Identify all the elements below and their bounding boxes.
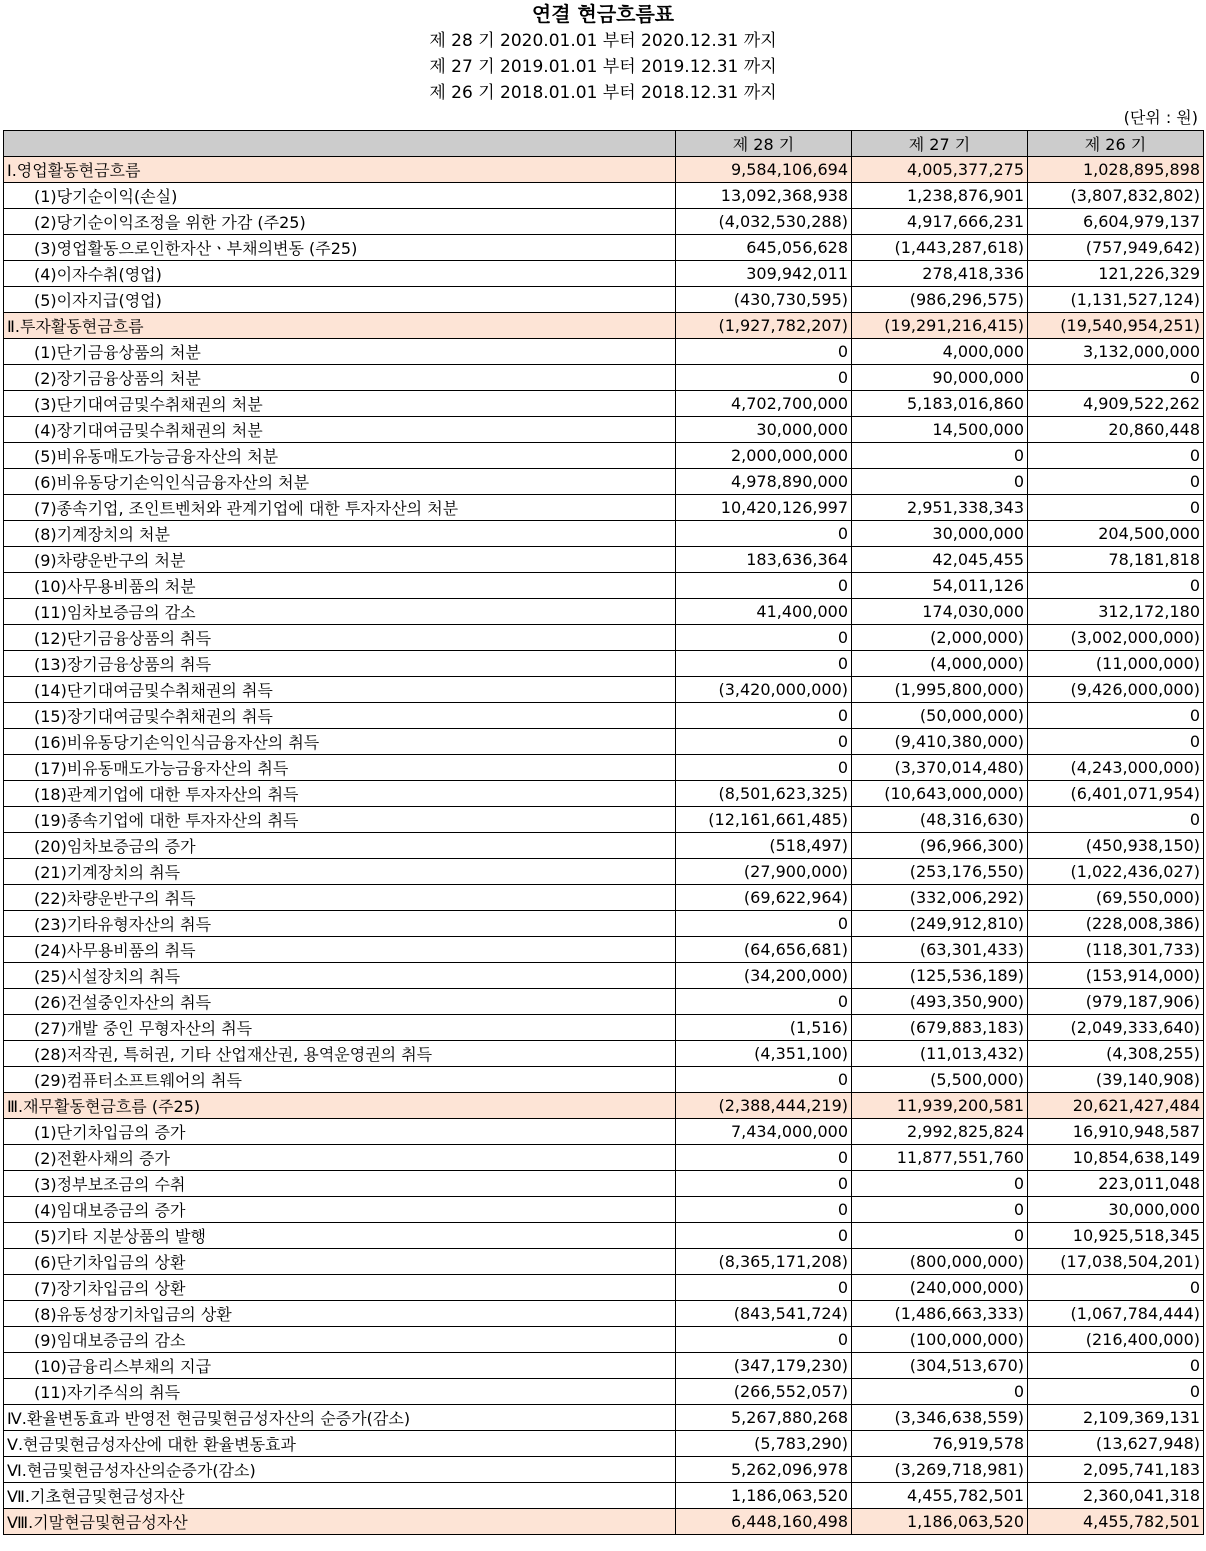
table-row bbox=[4, 1483, 1204, 1509]
table-row bbox=[4, 1119, 1204, 1145]
table-row bbox=[4, 625, 1204, 651]
value-cell-26: (228,008,386) bbox=[1028, 911, 1204, 937]
row-label: (24)사무용비품의 취득 bbox=[4, 937, 676, 963]
value-cell-26: 4,909,522,262 bbox=[1028, 391, 1204, 417]
value-cell-27: (332,006,292) bbox=[852, 885, 1028, 911]
value-cell-27: (11,013,432) bbox=[852, 1041, 1028, 1067]
row-label: Ⅳ.환율변동효과 반영전 현금및현금성자산의 순증가(감소) bbox=[4, 1405, 676, 1431]
unit-label: (단위 : 원) bbox=[1123, 108, 1198, 127]
value-cell-27: (10,643,000,000) bbox=[852, 781, 1028, 807]
row-label: (19)종속기업에 대한 투자자산의 취득 bbox=[4, 807, 676, 833]
value-cell-26: (153,914,000) bbox=[1028, 963, 1204, 989]
value-cell-26: 312,172,180 bbox=[1028, 599, 1204, 625]
table-row bbox=[4, 573, 1204, 599]
row-label: (8)유동성장기차입금의 상환 bbox=[4, 1301, 676, 1327]
row-label: (9)임대보증금의 감소 bbox=[4, 1327, 676, 1353]
row-label: (18)관계기업에 대한 투자자산의 취득 bbox=[4, 781, 676, 807]
table-row bbox=[4, 807, 1204, 833]
row-label: (10)사무용비품의 처분 bbox=[4, 573, 676, 599]
table-row bbox=[4, 729, 1204, 755]
table-row bbox=[4, 937, 1204, 963]
value-cell-28: 645,056,628 bbox=[676, 235, 852, 261]
value-cell-28: (5,783,290) bbox=[676, 1431, 852, 1457]
value-cell-26: (3,002,000,000) bbox=[1028, 625, 1204, 651]
value-cell-27: (9,410,380,000) bbox=[852, 729, 1028, 755]
table-row bbox=[4, 1275, 1204, 1301]
value-cell-26: 10,925,518,345 bbox=[1028, 1223, 1204, 1249]
value-cell-27: 2,992,825,824 bbox=[852, 1119, 1028, 1145]
value-cell-27: (48,316,630) bbox=[852, 807, 1028, 833]
value-cell-26: 0 bbox=[1028, 365, 1204, 391]
table-row bbox=[4, 859, 1204, 885]
value-cell-26: 0 bbox=[1028, 495, 1204, 521]
value-cell-27: (19,291,216,415) bbox=[852, 313, 1028, 339]
row-label: (4)이자수취(영업) bbox=[4, 261, 676, 287]
section-row bbox=[4, 313, 1204, 339]
row-label: (15)장기대여금및수취채권의 취득 bbox=[4, 703, 676, 729]
table-row bbox=[4, 651, 1204, 677]
value-cell-28: 0 bbox=[676, 729, 852, 755]
value-cell-27: 278,418,336 bbox=[852, 261, 1028, 287]
value-cell-27: 11,939,200,581 bbox=[852, 1093, 1028, 1119]
value-cell-26: 0 bbox=[1028, 1275, 1204, 1301]
value-cell-28: (8,365,171,208) bbox=[676, 1249, 852, 1275]
value-cell-28: (843,541,724) bbox=[676, 1301, 852, 1327]
value-cell-28: 7,434,000,000 bbox=[676, 1119, 852, 1145]
value-cell-27: (986,296,575) bbox=[852, 287, 1028, 313]
value-cell-26: 0 bbox=[1028, 807, 1204, 833]
value-cell-28: (347,179,230) bbox=[676, 1353, 852, 1379]
row-label: (3)단기대여금및수취채권의 처분 bbox=[4, 391, 676, 417]
value-cell-26: (2,049,333,640) bbox=[1028, 1015, 1204, 1041]
table-row bbox=[4, 781, 1204, 807]
value-cell-26: (4,308,255) bbox=[1028, 1041, 1204, 1067]
table-row bbox=[4, 391, 1204, 417]
value-cell-27: 42,045,455 bbox=[852, 547, 1028, 573]
value-cell-28: 0 bbox=[676, 1197, 852, 1223]
table-row bbox=[4, 599, 1204, 625]
value-cell-27: (5,500,000) bbox=[852, 1067, 1028, 1093]
row-label: (7)장기차입금의 상환 bbox=[4, 1275, 676, 1301]
table-row bbox=[4, 989, 1204, 1015]
value-cell-27: 0 bbox=[852, 443, 1028, 469]
value-cell-28: (12,161,661,485) bbox=[676, 807, 852, 833]
row-label: (28)저작권, 특허권, 기타 산업재산권, 용역운영권의 취득 bbox=[4, 1041, 676, 1067]
table-row bbox=[4, 1015, 1204, 1041]
table-row bbox=[4, 1353, 1204, 1379]
value-cell-26: 2,109,369,131 bbox=[1028, 1405, 1204, 1431]
value-cell-28: (1,927,782,207) bbox=[676, 313, 852, 339]
table-row bbox=[4, 495, 1204, 521]
value-cell-26: 4,455,782,501 bbox=[1028, 1509, 1204, 1535]
table-row bbox=[4, 417, 1204, 443]
table-row bbox=[4, 963, 1204, 989]
header-col-27: 제 27 기 bbox=[852, 131, 1028, 157]
value-cell-28: 0 bbox=[676, 703, 852, 729]
value-cell-28: 0 bbox=[676, 651, 852, 677]
value-cell-28: 9,584,106,694 bbox=[676, 157, 852, 183]
value-cell-28: 0 bbox=[676, 911, 852, 937]
table-row bbox=[4, 1431, 1204, 1457]
value-cell-26: (450,938,150) bbox=[1028, 833, 1204, 859]
value-cell-27: 1,186,063,520 bbox=[852, 1509, 1028, 1535]
value-cell-27: (800,000,000) bbox=[852, 1249, 1028, 1275]
row-label: (5)기타 지분상품의 발행 bbox=[4, 1223, 676, 1249]
value-cell-27: (1,443,287,618) bbox=[852, 235, 1028, 261]
value-cell-28: 0 bbox=[676, 1067, 852, 1093]
row-label: (4)임대보증금의 증가 bbox=[4, 1197, 676, 1223]
value-cell-28: 4,978,890,000 bbox=[676, 469, 852, 495]
table-row bbox=[4, 339, 1204, 365]
header-col-28: 제 28 기 bbox=[676, 131, 852, 157]
value-cell-26: (1,022,436,027) bbox=[1028, 859, 1204, 885]
row-label: (1)당기순이익(손실) bbox=[4, 183, 676, 209]
row-label: (5)이자지급(영업) bbox=[4, 287, 676, 313]
value-cell-27: 0 bbox=[852, 1197, 1028, 1223]
value-cell-27: 30,000,000 bbox=[852, 521, 1028, 547]
value-cell-26: (13,627,948) bbox=[1028, 1431, 1204, 1457]
value-cell-28: 309,942,011 bbox=[676, 261, 852, 287]
table-row bbox=[4, 1223, 1204, 1249]
value-cell-28: (8,501,623,325) bbox=[676, 781, 852, 807]
value-cell-26: 0 bbox=[1028, 1353, 1204, 1379]
value-cell-26: (4,243,000,000) bbox=[1028, 755, 1204, 781]
value-cell-28: 0 bbox=[676, 573, 852, 599]
table-row bbox=[4, 1327, 1204, 1353]
row-label: (5)비유동매도가능금융자산의 처분 bbox=[4, 443, 676, 469]
value-cell-26: (118,301,733) bbox=[1028, 937, 1204, 963]
table-row bbox=[4, 1197, 1204, 1223]
row-label: Ⅷ.기말현금및현금성자산 bbox=[4, 1509, 676, 1535]
value-cell-27: (493,350,900) bbox=[852, 989, 1028, 1015]
value-cell-28: 0 bbox=[676, 989, 852, 1015]
table-row bbox=[4, 1457, 1204, 1483]
value-cell-27: 4,455,782,501 bbox=[852, 1483, 1028, 1509]
value-cell-28: 0 bbox=[676, 339, 852, 365]
row-label: (2)당기순이익조정을 위한 가감 (주25) bbox=[4, 209, 676, 235]
value-cell-27: (96,966,300) bbox=[852, 833, 1028, 859]
value-cell-28: (34,200,000) bbox=[676, 963, 852, 989]
value-cell-28: 0 bbox=[676, 1145, 852, 1171]
value-cell-28: (27,900,000) bbox=[676, 859, 852, 885]
value-cell-26: 20,860,448 bbox=[1028, 417, 1204, 443]
value-cell-26: 0 bbox=[1028, 469, 1204, 495]
table-row bbox=[4, 209, 1204, 235]
value-cell-26: 6,604,979,137 bbox=[1028, 209, 1204, 235]
value-cell-26: 16,910,948,587 bbox=[1028, 1119, 1204, 1145]
value-cell-28: (4,351,100) bbox=[676, 1041, 852, 1067]
value-cell-26: 0 bbox=[1028, 703, 1204, 729]
value-cell-27: (3,346,638,559) bbox=[852, 1405, 1028, 1431]
section-row bbox=[4, 157, 1204, 183]
value-cell-27: (1,486,663,333) bbox=[852, 1301, 1028, 1327]
row-label: (11)임차보증금의 감소 bbox=[4, 599, 676, 625]
row-label: (14)단기대여금및수취채권의 취득 bbox=[4, 677, 676, 703]
value-cell-27: 90,000,000 bbox=[852, 365, 1028, 391]
value-cell-26: (11,000,000) bbox=[1028, 651, 1204, 677]
value-cell-28: 0 bbox=[676, 1327, 852, 1353]
table-row bbox=[4, 469, 1204, 495]
table-row bbox=[4, 1171, 1204, 1197]
value-cell-26: 0 bbox=[1028, 443, 1204, 469]
table-row bbox=[4, 183, 1204, 209]
value-cell-28: 41,400,000 bbox=[676, 599, 852, 625]
table-row bbox=[4, 1041, 1204, 1067]
row-label: (9)차량운반구의 처분 bbox=[4, 547, 676, 573]
table-row bbox=[4, 677, 1204, 703]
row-label: (16)비유동당기손익인식금융자산의 취득 bbox=[4, 729, 676, 755]
section-row bbox=[4, 1093, 1204, 1119]
value-cell-27: (3,269,718,981) bbox=[852, 1457, 1028, 1483]
value-cell-26: (9,426,000,000) bbox=[1028, 677, 1204, 703]
value-cell-28: 6,448,160,498 bbox=[676, 1509, 852, 1535]
value-cell-27: (63,301,433) bbox=[852, 937, 1028, 963]
row-label: (23)기타유형자산의 취득 bbox=[4, 911, 676, 937]
value-cell-28: 5,262,096,978 bbox=[676, 1457, 852, 1483]
row-label: (21)기계장치의 취득 bbox=[4, 859, 676, 885]
row-label: (6)비유동당기손익인식금융자산의 처분 bbox=[4, 469, 676, 495]
row-label: (4)장기대여금및수취채권의 처분 bbox=[4, 417, 676, 443]
value-cell-26: (39,140,908) bbox=[1028, 1067, 1204, 1093]
row-label: Ⅰ.영업활동현금흐름 bbox=[4, 157, 676, 183]
value-cell-28: (518,497) bbox=[676, 833, 852, 859]
row-label: (27)개발 중인 무형자산의 취득 bbox=[4, 1015, 676, 1041]
value-cell-26: (17,038,504,201) bbox=[1028, 1249, 1204, 1275]
row-label: Ⅱ.투자활동현금흐름 bbox=[4, 313, 676, 339]
value-cell-27: 14,500,000 bbox=[852, 417, 1028, 443]
row-label: (25)시설장치의 취득 bbox=[4, 963, 676, 989]
value-cell-27: (253,176,550) bbox=[852, 859, 1028, 885]
section-row bbox=[4, 1509, 1204, 1535]
value-cell-26: 78,181,818 bbox=[1028, 547, 1204, 573]
value-cell-28: (430,730,595) bbox=[676, 287, 852, 313]
value-cell-28: 10,420,126,997 bbox=[676, 495, 852, 521]
value-cell-26: (216,400,000) bbox=[1028, 1327, 1204, 1353]
value-cell-27: 0 bbox=[852, 1223, 1028, 1249]
table-row bbox=[4, 1067, 1204, 1093]
row-label: (10)금융리스부채의 지급 bbox=[4, 1353, 676, 1379]
row-label: (11)자기주식의 취득 bbox=[4, 1379, 676, 1405]
value-cell-26: 30,000,000 bbox=[1028, 1197, 1204, 1223]
period-line-26: 제 26 기 2018.01.01 부터 2018.12.31 까지 bbox=[429, 83, 777, 103]
row-label: (8)기계장치의 처분 bbox=[4, 521, 676, 547]
row-label: (22)차량운반구의 취득 bbox=[4, 885, 676, 911]
row-label: (26)건설중인자산의 취득 bbox=[4, 989, 676, 1015]
value-cell-26: (1,131,527,124) bbox=[1028, 287, 1204, 313]
row-label: Ⅵ.현금및현금성자산의순증가(감소) bbox=[4, 1457, 676, 1483]
value-cell-28: 4,702,700,000 bbox=[676, 391, 852, 417]
table-body bbox=[4, 157, 1204, 1535]
value-cell-26: 1,028,895,898 bbox=[1028, 157, 1204, 183]
value-cell-27: (100,000,000) bbox=[852, 1327, 1028, 1353]
value-cell-27: 11,877,551,760 bbox=[852, 1145, 1028, 1171]
row-label: (7)종속기업, 조인트벤처와 관계기업에 대한 투자자산의 처분 bbox=[4, 495, 676, 521]
value-cell-28: 0 bbox=[676, 755, 852, 781]
row-label: (6)단기차입금의 상환 bbox=[4, 1249, 676, 1275]
value-cell-26: (3,807,832,802) bbox=[1028, 183, 1204, 209]
value-cell-28: 0 bbox=[676, 1171, 852, 1197]
value-cell-26: (19,540,954,251) bbox=[1028, 313, 1204, 339]
value-cell-27: 5,183,016,860 bbox=[852, 391, 1028, 417]
table-row bbox=[4, 885, 1204, 911]
row-label: (3)정부보조금의 수취 bbox=[4, 1171, 676, 1197]
value-cell-27: 2,951,338,343 bbox=[852, 495, 1028, 521]
value-cell-28: (3,420,000,000) bbox=[676, 677, 852, 703]
table-row bbox=[4, 547, 1204, 573]
value-cell-28: 1,186,063,520 bbox=[676, 1483, 852, 1509]
value-cell-26: (979,187,906) bbox=[1028, 989, 1204, 1015]
value-cell-28: 0 bbox=[676, 521, 852, 547]
value-cell-28: 0 bbox=[676, 365, 852, 391]
value-cell-27: 4,005,377,275 bbox=[852, 157, 1028, 183]
period-line-27: 제 27 기 2019.01.01 부터 2019.12.31 까지 bbox=[429, 57, 777, 77]
table-header-row bbox=[4, 131, 1204, 157]
value-cell-26: (757,949,642) bbox=[1028, 235, 1204, 261]
period-line-28: 제 28 기 2020.01.01 부터 2020.12.31 까지 bbox=[429, 31, 777, 51]
table-row bbox=[4, 261, 1204, 287]
row-label: Ⅴ.현금및현금성자산에 대한 환율변동효과 bbox=[4, 1431, 676, 1457]
value-cell-26: 121,226,329 bbox=[1028, 261, 1204, 287]
value-cell-28: (69,622,964) bbox=[676, 885, 852, 911]
header-col-26: 제 26 기 bbox=[1028, 131, 1204, 157]
row-label: (1)단기차입금의 증가 bbox=[4, 1119, 676, 1145]
value-cell-28: 13,092,368,938 bbox=[676, 183, 852, 209]
value-cell-27: 1,238,876,901 bbox=[852, 183, 1028, 209]
value-cell-26: (6,401,071,954) bbox=[1028, 781, 1204, 807]
table-row bbox=[4, 287, 1204, 313]
value-cell-28: 5,267,880,268 bbox=[676, 1405, 852, 1431]
table-row bbox=[4, 833, 1204, 859]
value-cell-28: (4,032,530,288) bbox=[676, 209, 852, 235]
value-cell-26: 2,095,741,183 bbox=[1028, 1457, 1204, 1483]
value-cell-26: 10,854,638,149 bbox=[1028, 1145, 1204, 1171]
value-cell-26: 0 bbox=[1028, 573, 1204, 599]
value-cell-27: (679,883,183) bbox=[852, 1015, 1028, 1041]
value-cell-28: 0 bbox=[676, 625, 852, 651]
value-cell-27: 0 bbox=[852, 469, 1028, 495]
value-cell-27: (4,000,000) bbox=[852, 651, 1028, 677]
value-cell-28: 30,000,000 bbox=[676, 417, 852, 443]
table-row bbox=[4, 755, 1204, 781]
value-cell-26: (69,550,000) bbox=[1028, 885, 1204, 911]
table-row bbox=[4, 1301, 1204, 1327]
table-row bbox=[4, 443, 1204, 469]
value-cell-28: 183,636,364 bbox=[676, 547, 852, 573]
value-cell-26: 0 bbox=[1028, 729, 1204, 755]
document-title: 연결 현금흐름표 bbox=[531, 2, 675, 26]
table-row bbox=[4, 1405, 1204, 1431]
value-cell-27: (125,536,189) bbox=[852, 963, 1028, 989]
row-label: (3)영업활동으로인한자산ㆍ부채의변동 (주25) bbox=[4, 235, 676, 261]
value-cell-27: 0 bbox=[852, 1379, 1028, 1405]
row-label: (20)임차보증금의 증가 bbox=[4, 833, 676, 859]
value-cell-27: (2,000,000) bbox=[852, 625, 1028, 651]
row-label: (29)컴퓨터소프트웨어의 취득 bbox=[4, 1067, 676, 1093]
value-cell-27: 54,011,126 bbox=[852, 573, 1028, 599]
row-label: Ⅶ.기초현금및현금성자산 bbox=[4, 1483, 676, 1509]
row-label: (17)비유동매도가능금융자산의 취득 bbox=[4, 755, 676, 781]
value-cell-27: 4,000,000 bbox=[852, 339, 1028, 365]
table-row bbox=[4, 235, 1204, 261]
value-cell-27: 4,917,666,231 bbox=[852, 209, 1028, 235]
value-cell-28: 2,000,000,000 bbox=[676, 443, 852, 469]
value-cell-28: (1,516) bbox=[676, 1015, 852, 1041]
value-cell-26: 3,132,000,000 bbox=[1028, 339, 1204, 365]
table-row bbox=[4, 365, 1204, 391]
value-cell-26: (1,067,784,444) bbox=[1028, 1301, 1204, 1327]
value-cell-27: (249,912,810) bbox=[852, 911, 1028, 937]
value-cell-28: (64,656,681) bbox=[676, 937, 852, 963]
value-cell-27: 76,919,578 bbox=[852, 1431, 1028, 1457]
value-cell-28: (2,388,444,219) bbox=[676, 1093, 852, 1119]
table-row bbox=[4, 1249, 1204, 1275]
table-row bbox=[4, 521, 1204, 547]
value-cell-27: (3,370,014,480) bbox=[852, 755, 1028, 781]
row-label: (13)장기금융상품의 취득 bbox=[4, 651, 676, 677]
value-cell-27: (1,995,800,000) bbox=[852, 677, 1028, 703]
value-cell-26: 223,011,048 bbox=[1028, 1171, 1204, 1197]
value-cell-26: 0 bbox=[1028, 1379, 1204, 1405]
value-cell-27: (240,000,000) bbox=[852, 1275, 1028, 1301]
value-cell-26: 20,621,427,484 bbox=[1028, 1093, 1204, 1119]
value-cell-28: 0 bbox=[676, 1275, 852, 1301]
table-row bbox=[4, 1145, 1204, 1171]
row-label: (2)장기금융상품의 처분 bbox=[4, 365, 676, 391]
value-cell-27: 174,030,000 bbox=[852, 599, 1028, 625]
row-label: (2)전환사채의 증가 bbox=[4, 1145, 676, 1171]
value-cell-28: (266,552,057) bbox=[676, 1379, 852, 1405]
row-label: Ⅲ.재무활동현금흐름 (주25) bbox=[4, 1093, 676, 1119]
value-cell-28: 0 bbox=[676, 1223, 852, 1249]
row-label: (12)단기금융상품의 취득 bbox=[4, 625, 676, 651]
cash-flow-table bbox=[3, 130, 1204, 1535]
value-cell-27: 0 bbox=[852, 1171, 1028, 1197]
header-label-col bbox=[4, 131, 676, 157]
table-row bbox=[4, 911, 1204, 937]
value-cell-27: (50,000,000) bbox=[852, 703, 1028, 729]
value-cell-26: 204,500,000 bbox=[1028, 521, 1204, 547]
value-cell-27: (304,513,670) bbox=[852, 1353, 1028, 1379]
value-cell-26: 2,360,041,318 bbox=[1028, 1483, 1204, 1509]
row-label: (1)단기금융상품의 처분 bbox=[4, 339, 676, 365]
document-header bbox=[0, 0, 1206, 106]
table-row bbox=[4, 1379, 1204, 1405]
table-row bbox=[4, 703, 1204, 729]
